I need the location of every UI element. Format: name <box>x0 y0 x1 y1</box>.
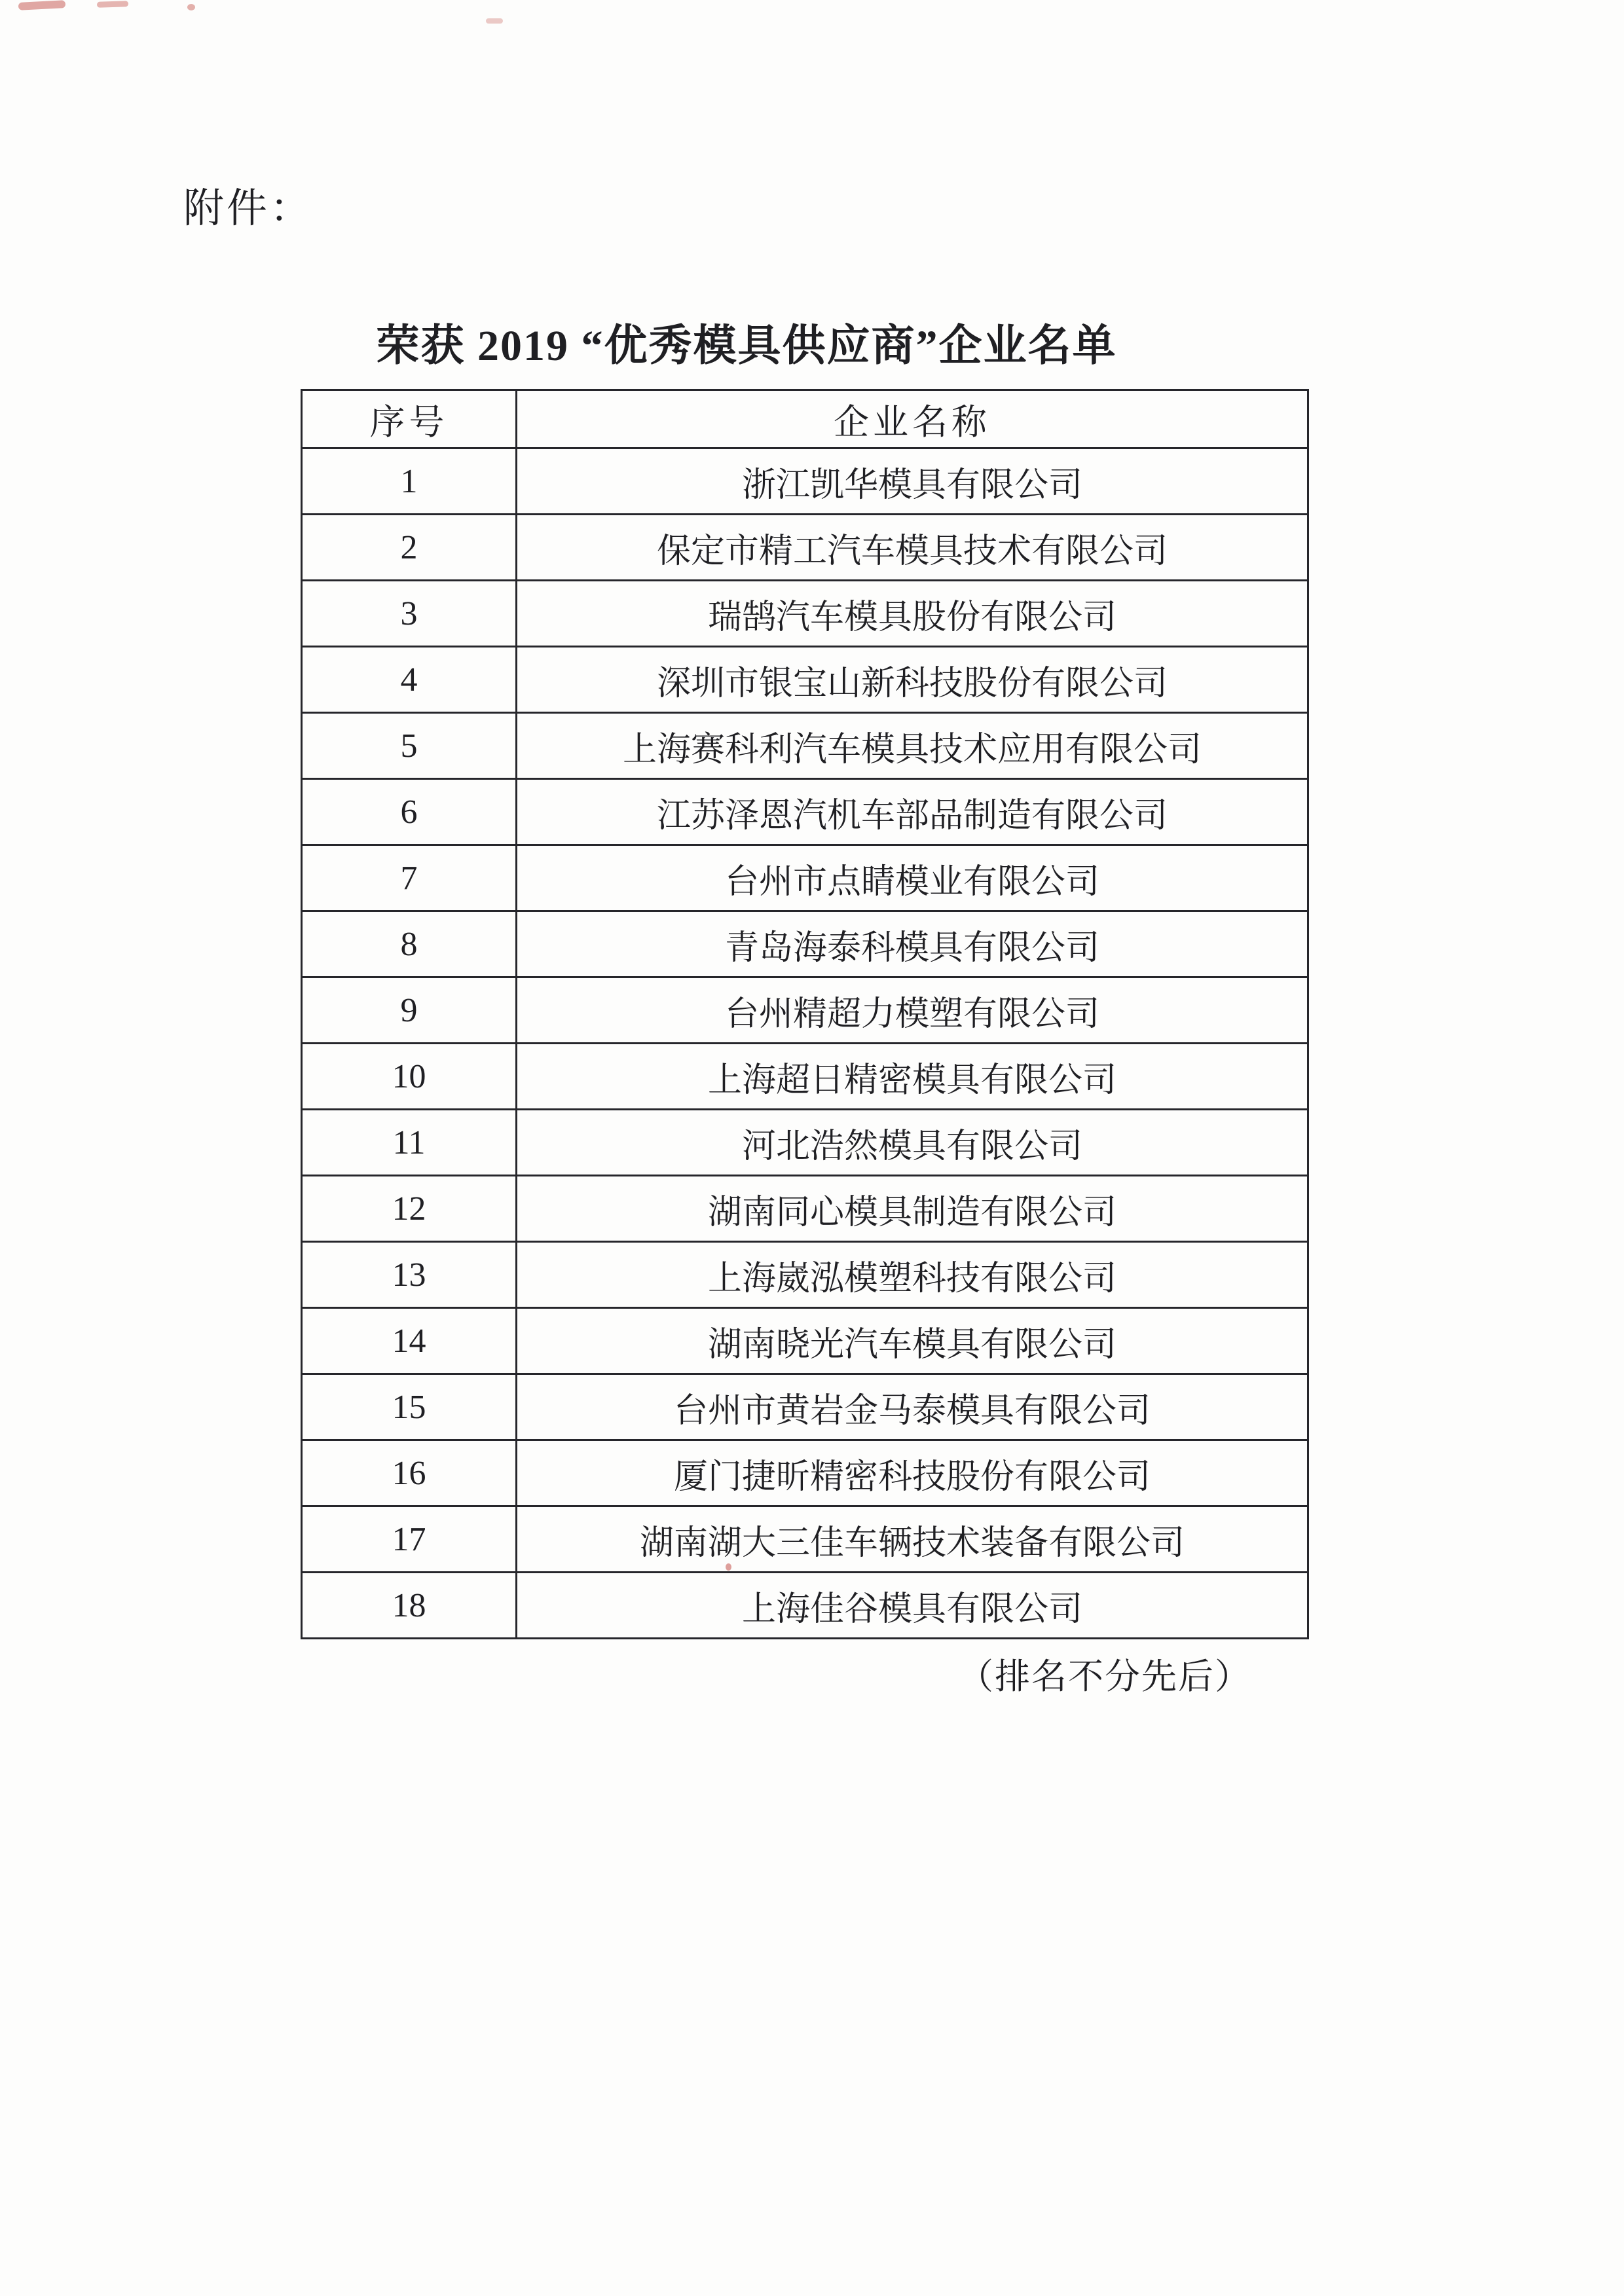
row-number-cell: 15 <box>302 1374 517 1440</box>
table-row <box>302 1440 1308 1506</box>
scan-artifact-red-dot <box>187 4 195 10</box>
table-row <box>302 1044 1308 1110</box>
row-number-cell: 10 <box>302 1044 517 1110</box>
header-row <box>302 390 1308 448</box>
table-row <box>302 1573 1308 1639</box>
company-name-cell: 河北浩然模具有限公司 <box>517 1110 1308 1176</box>
company-name-cell: 瑞鹄汽车模具股份有限公司 <box>517 581 1308 647</box>
row-number-cell: 1 <box>302 448 517 515</box>
header-cell-company-name: 企业名称 <box>517 390 1308 448</box>
attachment-label: 附件： <box>183 187 314 231</box>
row-number-cell: 4 <box>302 647 517 713</box>
company-name-cell: 湖南同心模具制造有限公司 <box>517 1176 1308 1242</box>
table-row <box>302 713 1308 779</box>
ranking-footnote: （排名不分先后） <box>958 1657 1251 1696</box>
row-number-cell: 6 <box>302 779 517 845</box>
table-row <box>302 1176 1308 1242</box>
row-number-cell: 14 <box>302 1308 517 1374</box>
table-row <box>302 977 1308 1044</box>
table-row <box>302 1374 1308 1440</box>
row-number-cell: 8 <box>302 911 517 977</box>
company-name-cell: 江苏泽恩汽机车部品制造有限公司 <box>517 779 1308 845</box>
company-name-cell: 青岛海泰科模具有限公司 <box>517 911 1308 977</box>
table-row <box>302 911 1308 977</box>
table-row <box>302 1506 1308 1573</box>
company-name-cell: 台州市点睛模业有限公司 <box>517 845 1308 911</box>
row-number-cell: 17 <box>302 1506 517 1573</box>
table-row <box>302 581 1308 647</box>
company-name-cell: 湖南晓光汽车模具有限公司 <box>517 1308 1308 1374</box>
company-table-body <box>302 448 1308 1639</box>
table-row <box>302 779 1308 845</box>
table-row <box>302 1110 1308 1176</box>
table-row <box>302 647 1308 713</box>
row-number-cell: 7 <box>302 845 517 911</box>
company-name-cell: 湖南湖大三佳车辆技术装备有限公司 <box>517 1506 1308 1573</box>
table-row <box>302 1308 1308 1374</box>
row-number-cell: 18 <box>302 1573 517 1639</box>
company-table <box>301 389 1309 1639</box>
company-name-cell: 厦门捷昕精密科技股份有限公司 <box>517 1440 1308 1506</box>
page-title: 荣获 2019 “优秀模具供应商”企业名单 <box>376 322 1117 370</box>
row-number-cell: 12 <box>302 1176 517 1242</box>
company-name-cell: 上海超日精密模具有限公司 <box>517 1044 1308 1110</box>
row-number-cell: 9 <box>302 977 517 1044</box>
row-number-cell: 3 <box>302 581 517 647</box>
company-name-cell: 上海崴泓模塑科技有限公司 <box>517 1242 1308 1308</box>
company-name-cell: 上海佳谷模具有限公司 <box>517 1573 1308 1639</box>
company-name-cell: 保定市精工汽车模具技术有限公司 <box>517 515 1308 581</box>
scan-artifact-red-dash <box>486 18 503 24</box>
scan-artifact-red-mark <box>97 1 128 8</box>
company-name-cell: 台州市黄岩金马泰模具有限公司 <box>517 1374 1308 1440</box>
table-row <box>302 1242 1308 1308</box>
table-row <box>302 448 1308 515</box>
table-row <box>302 515 1308 581</box>
row-number-cell: 16 <box>302 1440 517 1506</box>
row-number-cell: 5 <box>302 713 517 779</box>
company-name-cell: 浙江凯华模具有限公司 <box>517 448 1308 515</box>
scan-artifact-red-mark <box>18 0 66 10</box>
table-row <box>302 845 1308 911</box>
header-cell-index: 序号 <box>302 390 517 448</box>
row-number-cell: 13 <box>302 1242 517 1308</box>
company-name-cell: 深圳市银宝山新科技股份有限公司 <box>517 647 1308 713</box>
company-table-header <box>302 390 1308 448</box>
company-name-cell: 上海赛科利汽车模具技术应用有限公司 <box>517 713 1308 779</box>
row-number-cell: 11 <box>302 1110 517 1176</box>
row-number-cell: 2 <box>302 515 517 581</box>
company-name-cell: 台州精超力模塑有限公司 <box>517 977 1308 1044</box>
